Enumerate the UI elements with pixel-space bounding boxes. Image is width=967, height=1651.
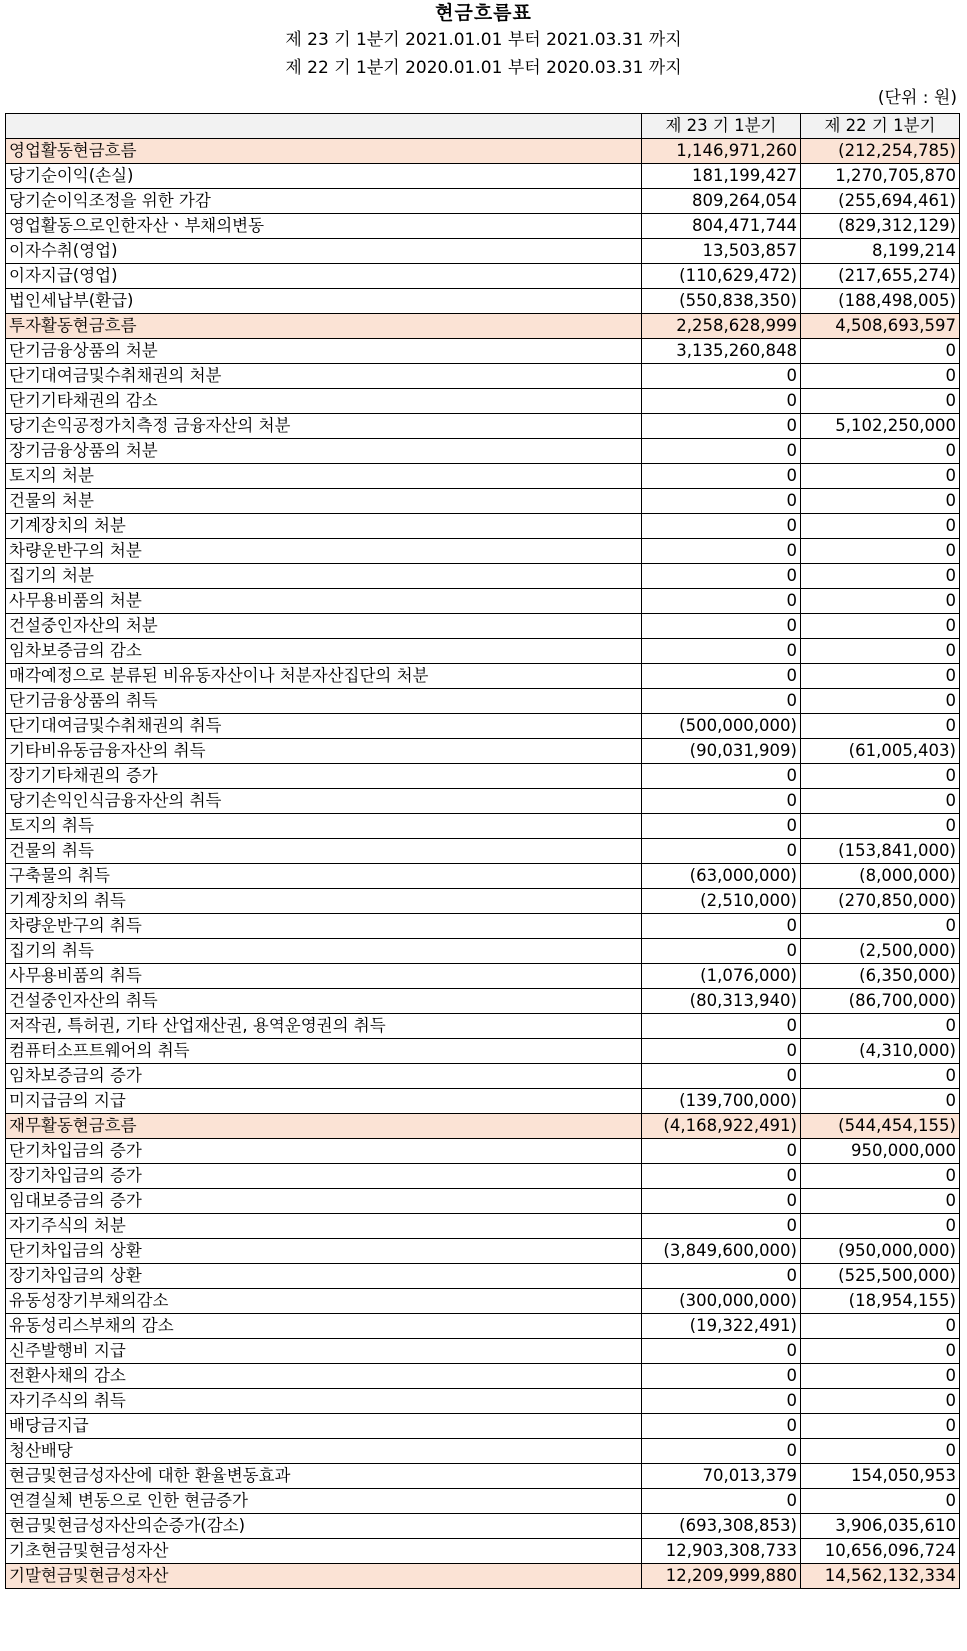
value-previous-period: 0 bbox=[801, 639, 960, 664]
table-row bbox=[6, 664, 960, 689]
value-previous-period: (270,850,000) bbox=[801, 889, 960, 914]
value-previous-period: (188,498,005) bbox=[801, 289, 960, 314]
table-row bbox=[6, 839, 960, 864]
value-previous-period: 3,906,035,610 bbox=[801, 1514, 960, 1539]
row-label: 유동성리스부채의 감소 bbox=[6, 1314, 642, 1339]
value-previous-period: (8,000,000) bbox=[801, 864, 960, 889]
table-row bbox=[6, 764, 960, 789]
value-current-period: 0 bbox=[642, 1014, 801, 1039]
value-current-period: (300,000,000) bbox=[642, 1289, 801, 1314]
value-previous-period: 0 bbox=[801, 1364, 960, 1389]
table-row bbox=[6, 689, 960, 714]
value-previous-period: 0 bbox=[801, 1214, 960, 1239]
value-current-period: 0 bbox=[642, 364, 801, 389]
table-row bbox=[6, 1164, 960, 1189]
section-row bbox=[6, 314, 960, 339]
value-current-period: 12,209,999,880 bbox=[642, 1564, 801, 1589]
value-current-period: 0 bbox=[642, 1164, 801, 1189]
cash-flow-table bbox=[5, 113, 960, 1589]
value-previous-period: 0 bbox=[801, 714, 960, 739]
value-current-period: (139,700,000) bbox=[642, 1089, 801, 1114]
value-current-period: 0 bbox=[642, 514, 801, 539]
value-previous-period: (950,000,000) bbox=[801, 1239, 960, 1264]
value-previous-period: 0 bbox=[801, 489, 960, 514]
table-row bbox=[6, 239, 960, 264]
value-previous-period: (4,310,000) bbox=[801, 1039, 960, 1064]
row-label: 차량운반구의 취득 bbox=[6, 914, 642, 939]
row-label: 전환사채의 감소 bbox=[6, 1364, 642, 1389]
row-label: 임차보증금의 증가 bbox=[6, 1064, 642, 1089]
table-row bbox=[6, 1189, 960, 1214]
table-row bbox=[6, 364, 960, 389]
row-label: 당기순이익(손실) bbox=[6, 164, 642, 189]
value-previous-period: 0 bbox=[801, 514, 960, 539]
value-current-period: 0 bbox=[642, 564, 801, 589]
value-current-period: 0 bbox=[642, 789, 801, 814]
unit-label: (단위 : 원) bbox=[877, 88, 957, 108]
value-previous-period: 0 bbox=[801, 1389, 960, 1414]
table-row bbox=[6, 639, 960, 664]
value-current-period: 0 bbox=[642, 489, 801, 514]
table-row bbox=[6, 1239, 960, 1264]
value-current-period: 0 bbox=[642, 1339, 801, 1364]
value-current-period: 0 bbox=[642, 1139, 801, 1164]
value-current-period: 0 bbox=[642, 1039, 801, 1064]
value-previous-period: 0 bbox=[801, 1064, 960, 1089]
value-previous-period: 0 bbox=[801, 689, 960, 714]
value-current-period: (500,000,000) bbox=[642, 714, 801, 739]
value-previous-period: (2,500,000) bbox=[801, 939, 960, 964]
table-row bbox=[6, 1339, 960, 1364]
value-previous-period: 0 bbox=[801, 814, 960, 839]
row-label: 신주발행비 지급 bbox=[6, 1339, 642, 1364]
value-previous-period: 0 bbox=[801, 1189, 960, 1214]
row-label: 유동성장기부채의감소 bbox=[6, 1289, 642, 1314]
row-label: 건설중인자산의 취득 bbox=[6, 989, 642, 1014]
table-row bbox=[6, 464, 960, 489]
value-current-period: 0 bbox=[642, 439, 801, 464]
value-previous-period: 154,050,953 bbox=[801, 1464, 960, 1489]
value-previous-period: 0 bbox=[801, 789, 960, 814]
row-label: 이자지급(영업) bbox=[6, 264, 642, 289]
row-label: 건물의 처분 bbox=[6, 489, 642, 514]
row-label: 법인세납부(환급) bbox=[6, 289, 642, 314]
table-row bbox=[6, 489, 960, 514]
header-previous-period: 제 22 기 1분기 bbox=[801, 114, 960, 139]
value-previous-period: 5,102,250,000 bbox=[801, 414, 960, 439]
value-current-period: 0 bbox=[642, 464, 801, 489]
table-row bbox=[6, 1464, 960, 1489]
value-previous-period: (525,500,000) bbox=[801, 1264, 960, 1289]
row-label: 단기금융상품의 취득 bbox=[6, 689, 642, 714]
value-previous-period: 0 bbox=[801, 439, 960, 464]
value-previous-period: 0 bbox=[801, 1439, 960, 1464]
row-label: 저작권, 특허권, 기타 산업재산권, 용역운영권의 취득 bbox=[6, 1014, 642, 1039]
table-row bbox=[6, 589, 960, 614]
row-label: 구축물의 취득 bbox=[6, 864, 642, 889]
row-label: 기계장치의 취득 bbox=[6, 889, 642, 914]
row-label: 미지급금의 지급 bbox=[6, 1089, 642, 1114]
row-label: 영업활동으로인한자산ㆍ부채의변동 bbox=[6, 214, 642, 239]
value-current-period: 0 bbox=[642, 614, 801, 639]
table-row bbox=[6, 1389, 960, 1414]
value-current-period: 809,264,054 bbox=[642, 189, 801, 214]
value-current-period: (1,076,000) bbox=[642, 964, 801, 989]
table-row bbox=[6, 164, 960, 189]
table-row bbox=[6, 189, 960, 214]
value-previous-period: 1,270,705,870 bbox=[801, 164, 960, 189]
row-label: 재무활동현금흐름 bbox=[6, 1114, 642, 1139]
row-label: 장기금융상품의 처분 bbox=[6, 439, 642, 464]
table-row bbox=[6, 1039, 960, 1064]
row-label: 건물의 취득 bbox=[6, 839, 642, 864]
table-row bbox=[6, 939, 960, 964]
value-previous-period: 0 bbox=[801, 564, 960, 589]
value-current-period: 0 bbox=[642, 414, 801, 439]
row-label: 현금및현금성자산에 대한 환율변동효과 bbox=[6, 1464, 642, 1489]
table-row bbox=[6, 539, 960, 564]
value-current-period: 0 bbox=[642, 1389, 801, 1414]
value-current-period: 13,503,857 bbox=[642, 239, 801, 264]
row-label: 임대보증금의 증가 bbox=[6, 1189, 642, 1214]
row-label: 장기기타채권의 증가 bbox=[6, 764, 642, 789]
row-label: 청산배당 bbox=[6, 1439, 642, 1464]
value-current-period: 1,146,971,260 bbox=[642, 139, 801, 164]
table-row bbox=[6, 1214, 960, 1239]
value-previous-period: 0 bbox=[801, 1339, 960, 1364]
row-label: 배당금지급 bbox=[6, 1414, 642, 1439]
value-previous-period: (217,655,274) bbox=[801, 264, 960, 289]
table-row bbox=[6, 389, 960, 414]
row-label: 당기순이익조정을 위한 가감 bbox=[6, 189, 642, 214]
value-current-period: 0 bbox=[642, 664, 801, 689]
value-previous-period: 0 bbox=[801, 539, 960, 564]
row-label: 집기의 처분 bbox=[6, 564, 642, 589]
value-previous-period: 0 bbox=[801, 339, 960, 364]
table-row bbox=[6, 614, 960, 639]
table-row bbox=[6, 264, 960, 289]
table-row bbox=[6, 989, 960, 1014]
value-current-period: 0 bbox=[642, 539, 801, 564]
table-header-row bbox=[6, 114, 960, 139]
section-row bbox=[6, 139, 960, 164]
row-label: 투자활동현금흐름 bbox=[6, 314, 642, 339]
value-previous-period: 0 bbox=[801, 764, 960, 789]
value-previous-period: 0 bbox=[801, 589, 960, 614]
table-row bbox=[6, 739, 960, 764]
value-previous-period: 8,199,214 bbox=[801, 239, 960, 264]
value-previous-period: 4,508,693,597 bbox=[801, 314, 960, 339]
table-row bbox=[6, 814, 960, 839]
value-current-period: (63,000,000) bbox=[642, 864, 801, 889]
table-row bbox=[6, 1364, 960, 1389]
value-previous-period: (18,954,155) bbox=[801, 1289, 960, 1314]
table-row bbox=[6, 1439, 960, 1464]
value-current-period: (2,510,000) bbox=[642, 889, 801, 914]
table-row bbox=[6, 964, 960, 989]
row-label: 장기차입금의 증가 bbox=[6, 1164, 642, 1189]
value-previous-period: 0 bbox=[801, 1014, 960, 1039]
table-row bbox=[6, 864, 960, 889]
table-row bbox=[6, 1489, 960, 1514]
row-label: 매각예정으로 분류된 비유동자산이나 처분자산집단의 처분 bbox=[6, 664, 642, 689]
row-label: 차량운반구의 처분 bbox=[6, 539, 642, 564]
value-current-period: 0 bbox=[642, 939, 801, 964]
value-current-period: 2,258,628,999 bbox=[642, 314, 801, 339]
table-row bbox=[6, 714, 960, 739]
value-current-period: 3,135,260,848 bbox=[642, 339, 801, 364]
row-label: 단기기타채권의 감소 bbox=[6, 389, 642, 414]
value-previous-period: 0 bbox=[801, 1314, 960, 1339]
row-label: 기초현금및현금성자산 bbox=[6, 1539, 642, 1564]
row-label: 단기차입금의 상환 bbox=[6, 1239, 642, 1264]
value-previous-period: 950,000,000 bbox=[801, 1139, 960, 1164]
value-previous-period: (212,254,785) bbox=[801, 139, 960, 164]
value-previous-period: 0 bbox=[801, 1164, 960, 1189]
table-row bbox=[6, 564, 960, 589]
value-current-period: 0 bbox=[642, 1364, 801, 1389]
table-body bbox=[6, 139, 960, 1589]
value-previous-period: (544,454,155) bbox=[801, 1114, 960, 1139]
value-current-period: 0 bbox=[642, 1414, 801, 1439]
period-previous: 제 22 기 1분기 2020.01.01 부터 2020.03.31 까지 bbox=[285, 58, 682, 78]
row-label: 단기차입금의 증가 bbox=[6, 1139, 642, 1164]
value-current-period: 0 bbox=[642, 1489, 801, 1514]
row-label: 이자수취(영업) bbox=[6, 239, 642, 264]
row-label: 장기차입금의 상환 bbox=[6, 1264, 642, 1289]
row-label: 사무용비품의 취득 bbox=[6, 964, 642, 989]
row-label: 연결실체 변동으로 인한 현금증가 bbox=[6, 1489, 642, 1514]
table-row bbox=[6, 414, 960, 439]
row-label: 집기의 취득 bbox=[6, 939, 642, 964]
table-row bbox=[6, 889, 960, 914]
value-current-period: 0 bbox=[642, 689, 801, 714]
value-current-period: (90,031,909) bbox=[642, 739, 801, 764]
table-row bbox=[6, 1539, 960, 1564]
table-row bbox=[6, 1564, 960, 1589]
value-previous-period: (86,700,000) bbox=[801, 989, 960, 1014]
header-current-period: 제 23 기 1분기 bbox=[642, 114, 801, 139]
table-row bbox=[6, 1089, 960, 1114]
value-previous-period: 0 bbox=[801, 1089, 960, 1114]
table-row bbox=[6, 1139, 960, 1164]
table-row bbox=[6, 214, 960, 239]
table-row bbox=[6, 1314, 960, 1339]
table-row bbox=[6, 289, 960, 314]
value-previous-period: 0 bbox=[801, 614, 960, 639]
row-label: 건설중인자산의 처분 bbox=[6, 614, 642, 639]
value-previous-period: (61,005,403) bbox=[801, 739, 960, 764]
value-current-period: (110,629,472) bbox=[642, 264, 801, 289]
row-label: 영업활동현금흐름 bbox=[6, 139, 642, 164]
row-label: 당기손익인식금융자산의 취득 bbox=[6, 789, 642, 814]
table-row bbox=[6, 1514, 960, 1539]
period-current: 제 23 기 1분기 2021.01.01 부터 2021.03.31 까지 bbox=[285, 30, 682, 50]
value-current-period: (550,838,350) bbox=[642, 289, 801, 314]
value-previous-period: 14,562,132,334 bbox=[801, 1564, 960, 1589]
value-previous-period: (6,350,000) bbox=[801, 964, 960, 989]
row-label: 토지의 처분 bbox=[6, 464, 642, 489]
value-current-period: 0 bbox=[642, 589, 801, 614]
table-row bbox=[6, 439, 960, 464]
value-previous-period: (153,841,000) bbox=[801, 839, 960, 864]
row-label: 사무용비품의 처분 bbox=[6, 589, 642, 614]
row-label: 토지의 취득 bbox=[6, 814, 642, 839]
table-row bbox=[6, 1064, 960, 1089]
value-current-period: 70,013,379 bbox=[642, 1464, 801, 1489]
value-current-period: 0 bbox=[642, 764, 801, 789]
table-row bbox=[6, 514, 960, 539]
header-label-cell bbox=[6, 114, 642, 139]
value-previous-period: 0 bbox=[801, 364, 960, 389]
value-current-period: (80,313,940) bbox=[642, 989, 801, 1014]
value-current-period: 0 bbox=[642, 1064, 801, 1089]
row-label: 단기대여금및수취채권의 처분 bbox=[6, 364, 642, 389]
table-row bbox=[6, 1289, 960, 1314]
value-previous-period: 0 bbox=[801, 1414, 960, 1439]
value-previous-period: 0 bbox=[801, 389, 960, 414]
value-current-period: 0 bbox=[642, 1189, 801, 1214]
value-current-period: (693,308,853) bbox=[642, 1514, 801, 1539]
row-label: 기타비유동금융자산의 취득 bbox=[6, 739, 642, 764]
value-previous-period: 0 bbox=[801, 1489, 960, 1514]
row-label: 자기주식의 처분 bbox=[6, 1214, 642, 1239]
row-label: 컴퓨터소프트웨어의 취득 bbox=[6, 1039, 642, 1064]
row-label: 기계장치의 처분 bbox=[6, 514, 642, 539]
value-current-period: 0 bbox=[642, 839, 801, 864]
value-current-period: 804,471,744 bbox=[642, 214, 801, 239]
report-header bbox=[0, 0, 967, 82]
value-current-period: 0 bbox=[642, 389, 801, 414]
table-row bbox=[6, 1264, 960, 1289]
table-row bbox=[6, 789, 960, 814]
value-current-period: 0 bbox=[642, 814, 801, 839]
table-row bbox=[6, 1014, 960, 1039]
value-current-period: 12,903,308,733 bbox=[642, 1539, 801, 1564]
report-title: 현금흐름표 bbox=[435, 2, 532, 24]
table-row bbox=[6, 914, 960, 939]
section-row bbox=[6, 1114, 960, 1139]
value-current-period: (19,322,491) bbox=[642, 1314, 801, 1339]
value-previous-period: 10,656,096,724 bbox=[801, 1539, 960, 1564]
value-current-period: 0 bbox=[642, 1439, 801, 1464]
row-label: 당기손익공정가치측정 금융자산의 처분 bbox=[6, 414, 642, 439]
value-current-period: 0 bbox=[642, 1264, 801, 1289]
row-label: 임차보증금의 감소 bbox=[6, 639, 642, 664]
value-previous-period: 0 bbox=[801, 914, 960, 939]
value-previous-period: (255,694,461) bbox=[801, 189, 960, 214]
value-current-period: 0 bbox=[642, 914, 801, 939]
value-previous-period: 0 bbox=[801, 464, 960, 489]
table-row bbox=[6, 339, 960, 364]
value-current-period: (3,849,600,000) bbox=[642, 1239, 801, 1264]
value-current-period: 0 bbox=[642, 1214, 801, 1239]
value-previous-period: 0 bbox=[801, 664, 960, 689]
value-current-period: 181,199,427 bbox=[642, 164, 801, 189]
row-label: 단기대여금및수취채권의 취득 bbox=[6, 714, 642, 739]
row-label: 자기주식의 취득 bbox=[6, 1389, 642, 1414]
value-previous-period: (829,312,129) bbox=[801, 214, 960, 239]
value-current-period: 0 bbox=[642, 639, 801, 664]
value-current-period: (4,168,922,491) bbox=[642, 1114, 801, 1139]
table-row bbox=[6, 1414, 960, 1439]
row-label: 현금및현금성자산의순증가(감소) bbox=[6, 1514, 642, 1539]
row-label: 단기금융상품의 처분 bbox=[6, 339, 642, 364]
row-label: 기말현금및현금성자산 bbox=[6, 1564, 642, 1589]
